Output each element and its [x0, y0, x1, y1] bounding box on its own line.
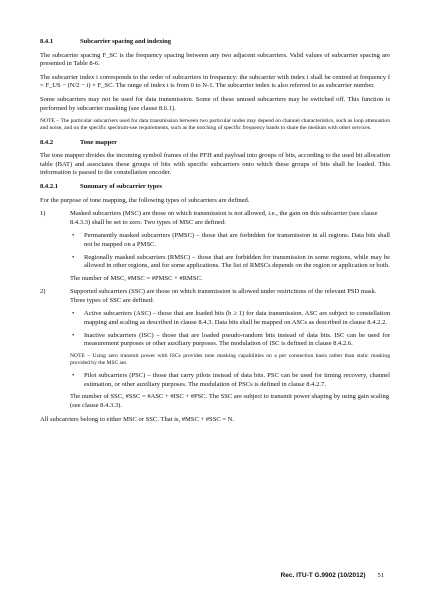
- note: NOTE – Using zero transmit power with ISCs provides tone masking capabilities on a per connection basis rather than static masking provided by the MSC set.: [70, 352, 390, 367]
- paragraph: The subcarrier spacing F_SC is the frequency spacing between any two adjacent subcarriers. Valid values of subcarrier spacing are presented in Table 8-6.: [40, 51, 390, 68]
- note: NOTE – The particular subcarriers used for data transmission between two particular nodes may depend on channel characteristics, such as loop attenuation and noise, and on the specific spectrum-use requirements, such as the notching of specific frequency bands to share the medium with other services.: [40, 118, 390, 132]
- list-text: Masked subcarriers (MSC) are those on which transmission is not allowed, i.e., the gain on this subcarrier (see clause 8.4.3.3) shall be set to zero. Two types of MSC are defined:: [70, 210, 378, 226]
- bullet-item: [70, 310, 390, 327]
- paragraph: Some subcarriers may not be used for data transmission. Some of these unused subcarriers may be switched off. This function is performed by subcarrier masking (see clause 8.6.1).: [40, 95, 390, 112]
- section-title: Subcarrier spacing and indexing: [80, 38, 172, 45]
- bullet-item: [70, 254, 390, 271]
- list-item-2: [40, 288, 390, 410]
- bullet-icon: •: [72, 372, 75, 380]
- bullet-text: Pilot subcarriers (PSC) – those that carry pilots instead of data bits. PSC can be used for timing recovery, channel estimation, or other auxiliary purposes. The modulation of PSCs is defined in clause 8.4.2.7.: [84, 372, 390, 388]
- bullet-item: [70, 372, 390, 389]
- bullet-icon: •: [72, 331, 75, 339]
- section-title: Tone mapper: [80, 138, 118, 146]
- bullet-icon: •: [72, 253, 75, 261]
- section-heading-8-4-1: [40, 38, 390, 47]
- list-text: Supported subcarriers (SSC) are those on which transmission is allowed under restrictions of the relevant PSD mask. Three types of SSC are defined:: [70, 288, 377, 304]
- bullet-text: Active subcarriers (ASC) – those that are loaded bits (b ≥ 1) for data transmission. ASC are subject to constellation mapping and scaling as described in clause 8.4.3. Data bits shall be mapped on ASCs as described in clause 8.4.2.2.: [84, 310, 390, 327]
- paragraph: The tone mapper divides the incoming symbol frames of the PFH and payload into groups of bits, according to the used bit allocation table (BAT) and associates these groups of bits with specific subcarriers onto which these groups of bits shall be loaded. This information is passed to the constellation encoder.: [40, 152, 390, 177]
- section-number: 8.4.2: [40, 138, 54, 146]
- section-number: 8.4.2.1: [40, 182, 59, 190]
- bullet-text: Regionally masked subcarriers (RMSC) – those that are forbidden for transmission in some regions, while may be allowed in other regions, and for some applications. The list of RMSCs depends on the region or application or both.: [84, 253, 390, 270]
- bullet-icon: •: [72, 310, 75, 318]
- page-footer: [281, 572, 384, 579]
- paragraph: The subcarrier index i corresponds to the order of subcarriers in frequency: the subcarrier with index i shall be centred at frequency f = F_US − (N/2 − i) × F_SC. The range of index i is from 0 to N-1. The subcarrier index is also referred to as subcarrier number.: [40, 73, 390, 90]
- bullet-text: Inactive subcarriers (ISC) – those that are loaded pseudo-random bits instead of data bits. ISC can be used for measurement purposes or other auxiliary purposes. The modulation of ISC is defined in clause 8.4.2.6.: [84, 331, 390, 348]
- section-heading-8-4-2: [40, 139, 390, 148]
- bullet-icon: •: [72, 232, 75, 240]
- recommendation-id: Rec. ITU-T G.9902 (10/2012): [280, 572, 366, 579]
- section-number: 8.4.1: [40, 38, 54, 45]
- paragraph: For the purpose of tone mapping, the following types of subcarriers are defined.: [40, 196, 250, 204]
- section-heading-8-4-2-1: [40, 183, 390, 192]
- list-item-1: [40, 210, 390, 283]
- bullet-text: Permanently masked subcarriers (PMSC) – those that are forbidden for transmission in all regions. Data bits shall not be mapped on a PMSC.: [84, 232, 390, 248]
- document-body: [40, 38, 390, 429]
- section-title: Summary of subcarrier types: [80, 182, 162, 190]
- bullet-item: [70, 232, 390, 249]
- list-number: 1): [40, 210, 46, 218]
- list-summary: The number of SSC, #SSC = #ASC + #ISC + #PSC. The SSC are subject to transmit power shaping by using gain scaling (see clause 8.4.3.3).: [70, 393, 390, 410]
- list-summary: The number of MSC, #MSC = #PMSC + #RMSC.: [70, 274, 203, 282]
- paragraph: All subcarriers belong to either MSC or SSC. That is, #MSC + #SSC = N.: [40, 415, 235, 423]
- list-number: 2): [40, 288, 46, 296]
- page-number: 51: [377, 572, 384, 579]
- bullet-item: [70, 332, 390, 349]
